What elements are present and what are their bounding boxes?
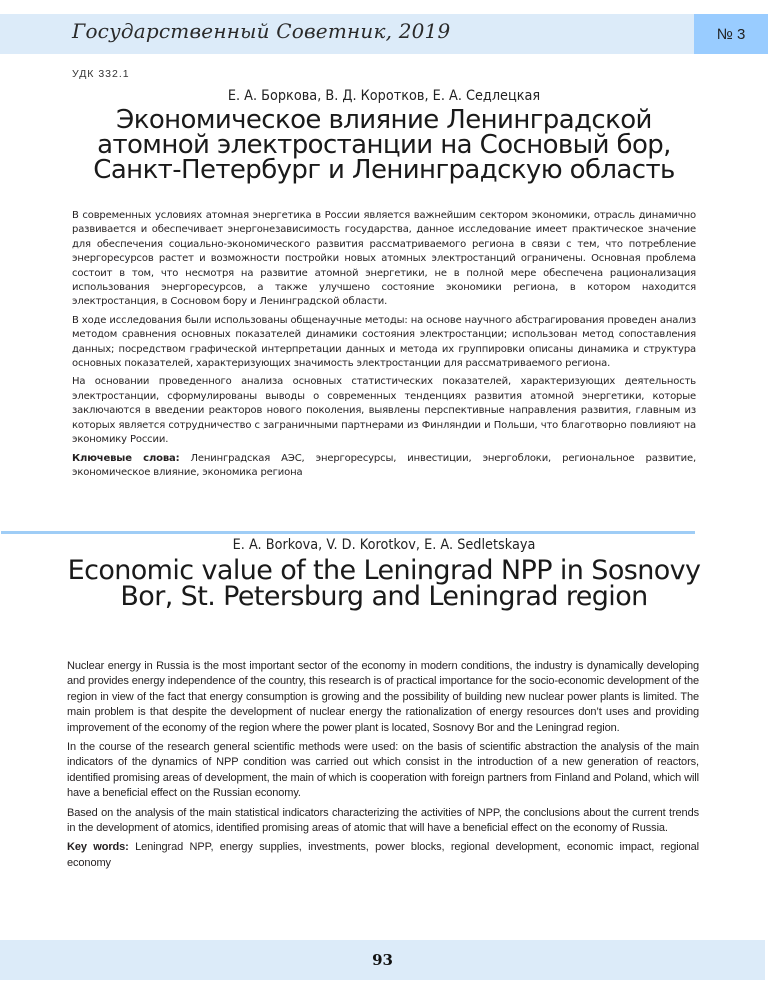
keywords-english: [67, 840, 699, 871]
udc-code: УДК 332.1: [72, 68, 130, 80]
keywords-label: Key words:: [67, 841, 129, 854]
section-divider: [1, 531, 695, 534]
article-title-english: Economic value of the Leningrad NPP in Sosnovy Bor, St. Petersburg and Leningrad region: [67, 555, 701, 612]
abstract-paragraph: В ходе исследования были использованы общенаучные методы: на основе научного абстрагирования проведен анализ методом сравнения основных показателей динамики состояния электростанции; использован метод сопоставления данных; посредством графической интерпретации данных и метода их группировки описаны динамика и структура основных показателей, характеризующих значимость электростанции для рассматриваемого региона.: [72, 314, 696, 370]
keywords-label: Ключевые слова:: [72, 452, 180, 464]
abstract-russian: [72, 209, 696, 484]
abstract-paragraph: In the course of the research general scientific methods were used: on the basis of scientific abstraction the analysis of the main indicators of the dynamics of NPP condition was carried out which consist in the introduction of a new generation of reactors, identified promising areas of development, the main of which is cooperation with foreign partners from Finland and Poland, which will have a beneficial effect on the Russian economy.: [67, 741, 699, 800]
journal-title: Государственный Советник, 2019: [72, 19, 451, 43]
abstract-paragraph: В современных условиях атомная энергетика в России является важнейшим сектором экономики, отрасль динамично развивается и обеспечивает энергонезависимость государства, данное исследование имеет практическое значение для обеспечения социально-экономического развития рассматриваемого региона в связи с тем, что потребление энергоресурсов растет и возможности постройки новых атомных электростанций ограничены. Основная проблема состоит в том, что несмотря на развитие атомной энергетики, не в полной мере обеспечена рационализация использования энергоресурсов, а также улучшено состояние экономики региона, в котором находится электростанция, в Сосновом бору и Ленинградской области.: [72, 210, 696, 308]
abstract-english: [67, 659, 699, 875]
authors-english: E. A. Borkova, V. D. Korotkov, E. A. Sedletskaya: [232, 537, 536, 553]
keywords-text: Leningrad NPP, energy supplies, investments, power blocks, regional development, economic impact, regional economy: [67, 841, 699, 869]
authors-russian: Е. А. Боркова, В. Д. Коротков, Е. А. Седлецкая: [227, 88, 541, 104]
keywords-text: Ленинградская АЭС, энергоресурсы, инвестиции, энергоблоки, региональное развитие, экономическое влияние, экономика региона: [72, 452, 696, 478]
keywords-russian: [72, 452, 696, 481]
abstract-paragraph: Nuclear energy in Russia is the most important sector of the economy in modern conditions, the industry is dynamically developing and provides energy independence of the country, this research is of practical importance for the socio-economic development of the region in view of the fact that energy consumption is growing and the possibility of building new nuclear power plants is limited. The main problem is that despite the development of nuclear energy the rationalization of energy resources don’t uses and providing improvement of the economy of the region where the power plant is located, Sosnovy Bor and the Leningrad region.: [67, 660, 699, 734]
page-number: 93: [372, 951, 393, 969]
abstract-paragraph: На основании проведенного анализа основных статистических показателей, характеризующих деятельность электростанции, сформулированы выводы о современных тенденциях развития атомной энергетики, которые заключаются в введении реакторов нового поколения, выявлены перспективные направления развития, главным из которых является сотрудничество с заграничными партнерами из Финляндии и Польши, что благотворно повлияют на экономику России.: [72, 376, 696, 446]
abstract-paragraph: Based on the analysis of the main statistical indicators characterizing the activities of NPP, the conclusions about the current trends in the development of atomics, identified promising areas of atomic that will have a beneficial effect on the economy of Russia.: [67, 806, 699, 835]
issue-number-badge: [694, 14, 768, 54]
footer-band: [0, 940, 765, 980]
issue-number: № 3: [716, 25, 746, 43]
article-title-russian: Экономическое влияние Ленинградской атомной электростанции на Сосновый бор, Санкт-Петербург и Ленинградскую область: [93, 105, 675, 185]
